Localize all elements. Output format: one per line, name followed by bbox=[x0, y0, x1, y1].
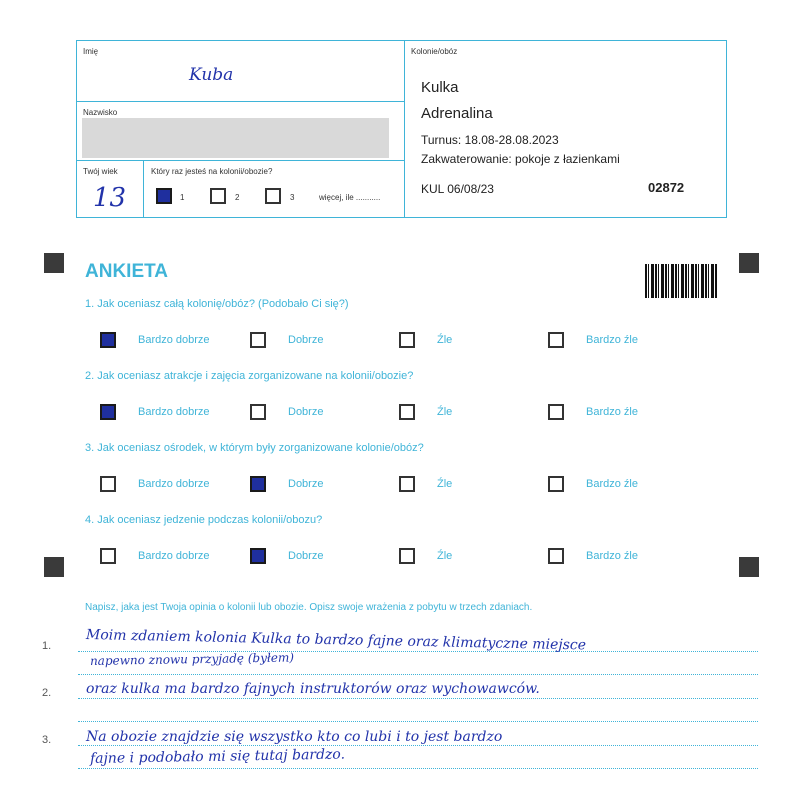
header-form bbox=[76, 40, 727, 218]
handwritten-line-1[interactable]: Moim zdaniem kolonia Kulka to bardzo fajne oraz klimatyczne miejsce bbox=[85, 627, 587, 654]
line-number-1: 1. bbox=[42, 640, 52, 652]
nazwisko-section bbox=[77, 102, 404, 161]
ktory-raz-checkbox-3[interactable] bbox=[265, 188, 281, 204]
question-2-option-2: Dobrze bbox=[288, 406, 324, 418]
writing-line bbox=[78, 745, 758, 746]
question-1-checkbox-2[interactable] bbox=[250, 332, 266, 348]
question-1-checkbox-1[interactable] bbox=[100, 332, 116, 348]
imie-label: Imię bbox=[83, 47, 99, 56]
question-2-option-1: Bardzo dobrze bbox=[138, 406, 210, 418]
kod: KUL 06/08/23 bbox=[421, 182, 494, 196]
question-4-checkbox-3[interactable] bbox=[399, 548, 415, 564]
ktory-raz-label: Który raz jesteś na kolonii/obozie? bbox=[151, 167, 273, 176]
writing-line bbox=[78, 768, 758, 769]
question-4-checkbox-4[interactable] bbox=[548, 548, 564, 564]
opinion-prompt: Napisz, jaka jest Twoja opinia o kolonii lub obozie. Opisz swoje wrażenia z pobytu w trzech zdaniach. bbox=[85, 602, 533, 613]
question-3-text: 3. Jak oceniasz ośrodek, w którym były zorganizowane kolonie/obóz? bbox=[85, 442, 424, 454]
question-1-checkbox-3[interactable] bbox=[399, 332, 415, 348]
line-number-2: 2. bbox=[42, 687, 52, 699]
question-2-checkbox-1[interactable] bbox=[100, 404, 116, 420]
question-2-checkbox-2[interactable] bbox=[250, 404, 266, 420]
question-3-option-2: Dobrze bbox=[288, 478, 324, 490]
ktory-raz-checkbox-1[interactable] bbox=[156, 188, 172, 204]
right-column bbox=[405, 41, 726, 217]
question-3-option-4: Bardzo źle bbox=[586, 478, 638, 490]
writing-line bbox=[78, 721, 758, 722]
question-3-checkbox-1[interactable] bbox=[100, 476, 116, 492]
question-2-checkbox-4[interactable] bbox=[548, 404, 564, 420]
kolonie-name-1: Kulka bbox=[421, 79, 459, 96]
handwritten-line-3[interactable]: oraz kulka ma bardzo fajnych instruktorów oraz wychowawców. bbox=[86, 681, 540, 697]
redacted-surname bbox=[82, 118, 389, 158]
question-2-checkbox-3[interactable] bbox=[399, 404, 415, 420]
question-4-option-1: Bardzo dobrze bbox=[138, 550, 210, 562]
writing-line bbox=[78, 698, 758, 699]
wiek-section bbox=[77, 161, 144, 217]
question-4-option-4: Bardzo źle bbox=[586, 550, 638, 562]
question-3-checkbox-2[interactable] bbox=[250, 476, 266, 492]
registration-marker-top-left bbox=[44, 253, 64, 273]
turnus: Turnus: 18.08-28.08.2023 bbox=[421, 133, 559, 147]
question-2-text: 2. Jak oceniasz atrakcje i zajęcia zorganizowane na kolonii/obozie? bbox=[85, 370, 414, 382]
wiecej-label: więcej, ile ........... bbox=[319, 193, 381, 202]
ktory-raz-checkbox-2[interactable] bbox=[210, 188, 226, 204]
question-1-option-3: Źle bbox=[437, 334, 453, 346]
question-4-option-2: Dobrze bbox=[288, 550, 324, 562]
question-4-checkbox-1[interactable] bbox=[100, 548, 116, 564]
nazwisko-label: Nazwisko bbox=[83, 108, 118, 117]
question-3-option-3: Źle bbox=[437, 478, 453, 490]
registration-marker-bottom-left bbox=[44, 557, 64, 577]
question-4-checkbox-2[interactable] bbox=[250, 548, 266, 564]
handwritten-line-5[interactable]: fajne i podobało mi się tutaj bardzo. bbox=[89, 746, 346, 767]
wiek-value[interactable]: 13 bbox=[93, 183, 127, 213]
handwritten-line-2[interactable]: napewno znowu przyjadę (byłem) bbox=[89, 650, 295, 668]
registration-marker-top-right bbox=[739, 253, 759, 273]
question-2-option-4: Bardzo źle bbox=[586, 406, 638, 418]
question-4-text: 4. Jak oceniasz jedzenie podczas kolonii/obozu? bbox=[85, 514, 323, 526]
imie-section bbox=[77, 41, 404, 102]
registration-marker-bottom-right bbox=[739, 557, 759, 577]
barcode bbox=[645, 264, 717, 298]
question-1-text: 1. Jak oceniasz całą kolonię/obóz? (Podobało Ci się?) bbox=[85, 298, 349, 310]
kolonie-name-2: Adrenalina bbox=[421, 105, 493, 122]
writing-line bbox=[78, 674, 758, 675]
zakwaterowanie: Zakwaterowanie: pokoje z łazienkami bbox=[421, 152, 620, 166]
kolonie-label: Kolonie/obóz bbox=[411, 47, 458, 56]
question-3-checkbox-4[interactable] bbox=[548, 476, 564, 492]
ktory-raz-section bbox=[144, 161, 404, 217]
question-2-option-3: Źle bbox=[437, 406, 453, 418]
wiek-label: Twój wiek bbox=[83, 167, 118, 176]
line-number-3: 3. bbox=[42, 734, 52, 746]
ktory-raz-option-3: 3 bbox=[290, 193, 295, 202]
handwritten-line-4[interactable]: Na obozie znajdzie się wszystko kto co lubi i to jest bardzo bbox=[86, 729, 503, 745]
question-1-checkbox-4[interactable] bbox=[548, 332, 564, 348]
question-3-option-1: Bardzo dobrze bbox=[138, 478, 210, 490]
ktory-raz-option-1: 1 bbox=[180, 193, 185, 202]
ktory-raz-option-2: 2 bbox=[235, 193, 240, 202]
survey-title: ANKIETA bbox=[85, 261, 169, 282]
left-column bbox=[77, 41, 405, 217]
numer: 02872 bbox=[648, 180, 685, 195]
question-1-option-2: Dobrze bbox=[288, 334, 324, 346]
question-3-checkbox-3[interactable] bbox=[399, 476, 415, 492]
imie-value[interactable]: Kuba bbox=[189, 65, 234, 85]
question-1-option-4: Bardzo źle bbox=[586, 334, 638, 346]
question-1-option-1: Bardzo dobrze bbox=[138, 334, 210, 346]
question-4-option-3: Źle bbox=[437, 550, 453, 562]
